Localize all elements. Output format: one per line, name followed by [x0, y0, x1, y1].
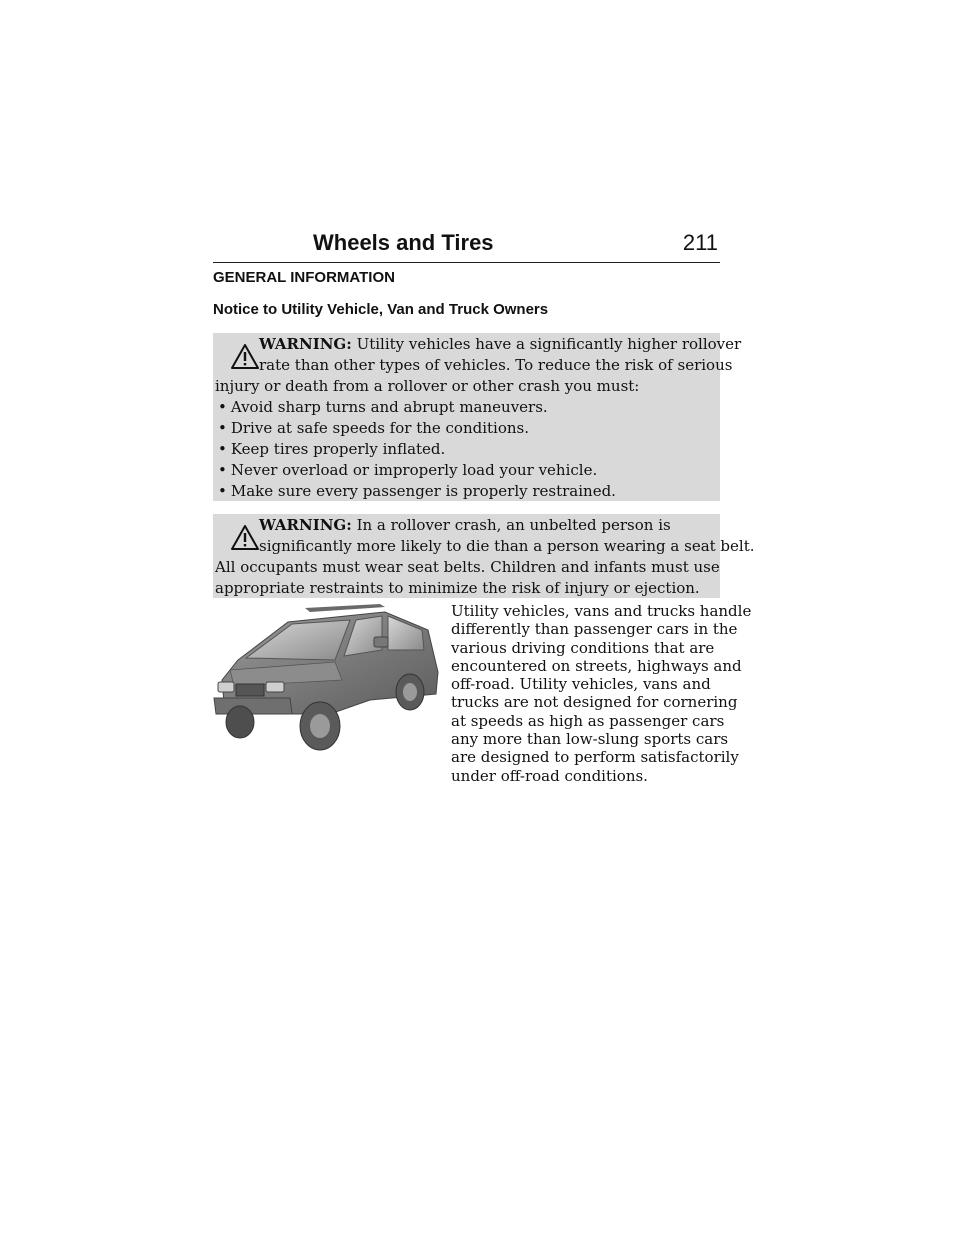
- section-heading: GENERAL INFORMATION: [213, 269, 395, 286]
- warning-line: [259, 515, 671, 536]
- bullet-item: • Make sure every passenger is properly restrained.: [218, 481, 616, 502]
- paragraph-line: differently than passenger cars in the: [451, 620, 738, 639]
- warning-lead: WARNING:: [259, 516, 352, 534]
- paragraph-line: at speeds as high as passenger cars: [451, 711, 725, 730]
- rollover-warning-box: [213, 333, 742, 501]
- seatbelt-warning-box: [213, 514, 755, 598]
- warning-line: [259, 334, 741, 355]
- paragraph-line: any more than low-slung sports cars: [451, 730, 729, 749]
- warning-line: appropriate restraints to minimize the risk of injury or ejection.: [215, 579, 700, 597]
- warning-triangle-icon: [230, 343, 260, 370]
- warning-lead: WARNING:: [259, 335, 352, 353]
- paragraph-line: Utility vehicles, vans and trucks handle: [451, 602, 752, 620]
- body-paragraph: [451, 602, 752, 785]
- paragraph-line: various driving conditions that are: [451, 638, 715, 657]
- paragraph-line: under off-road conditions.: [451, 766, 648, 785]
- bullet-item: • Drive at safe speeds for the conditions.: [218, 418, 529, 439]
- paragraph-line: off-road. Utility vehicles, vans and: [451, 675, 711, 694]
- subheading: Notice to Utility Vehicle, Van and Truck Owners: [213, 301, 549, 318]
- utility-vehicle-illustration: [210, 602, 442, 752]
- warning-line: rate than other types of vehicles. To reduce the risk of serious: [259, 356, 733, 374]
- bullet-item: • Never overload or improperly load your vehicle.: [218, 460, 597, 481]
- bullet-item: • Avoid sharp turns and abrupt maneuvers.: [218, 397, 548, 418]
- page-number: 211: [682, 230, 718, 255]
- warning-line: All occupants must wear seat belts. Children and infants must use: [215, 558, 720, 576]
- warning-triangle-icon: [230, 524, 260, 551]
- warning-line: injury or death from a rollover or other crash you must:: [215, 377, 640, 395]
- warning-text: In a rollover crash, an unbelted person is: [356, 516, 671, 534]
- chapter-title: Wheels and Tires: [313, 230, 494, 255]
- warning-text: Utility vehicles have a significantly higher rollover: [356, 335, 742, 353]
- paragraph-line: trucks are not designed for cornering: [451, 693, 738, 712]
- paragraph-line: are designed to perform satisfactorily: [451, 748, 739, 767]
- bullet-item: • Keep tires properly inflated.: [218, 439, 445, 460]
- page-header: [213, 228, 720, 263]
- paragraph-line: encountered on streets, highways and: [451, 656, 742, 675]
- warning-line: significantly more likely to die than a person wearing a seat belt.: [259, 537, 755, 555]
